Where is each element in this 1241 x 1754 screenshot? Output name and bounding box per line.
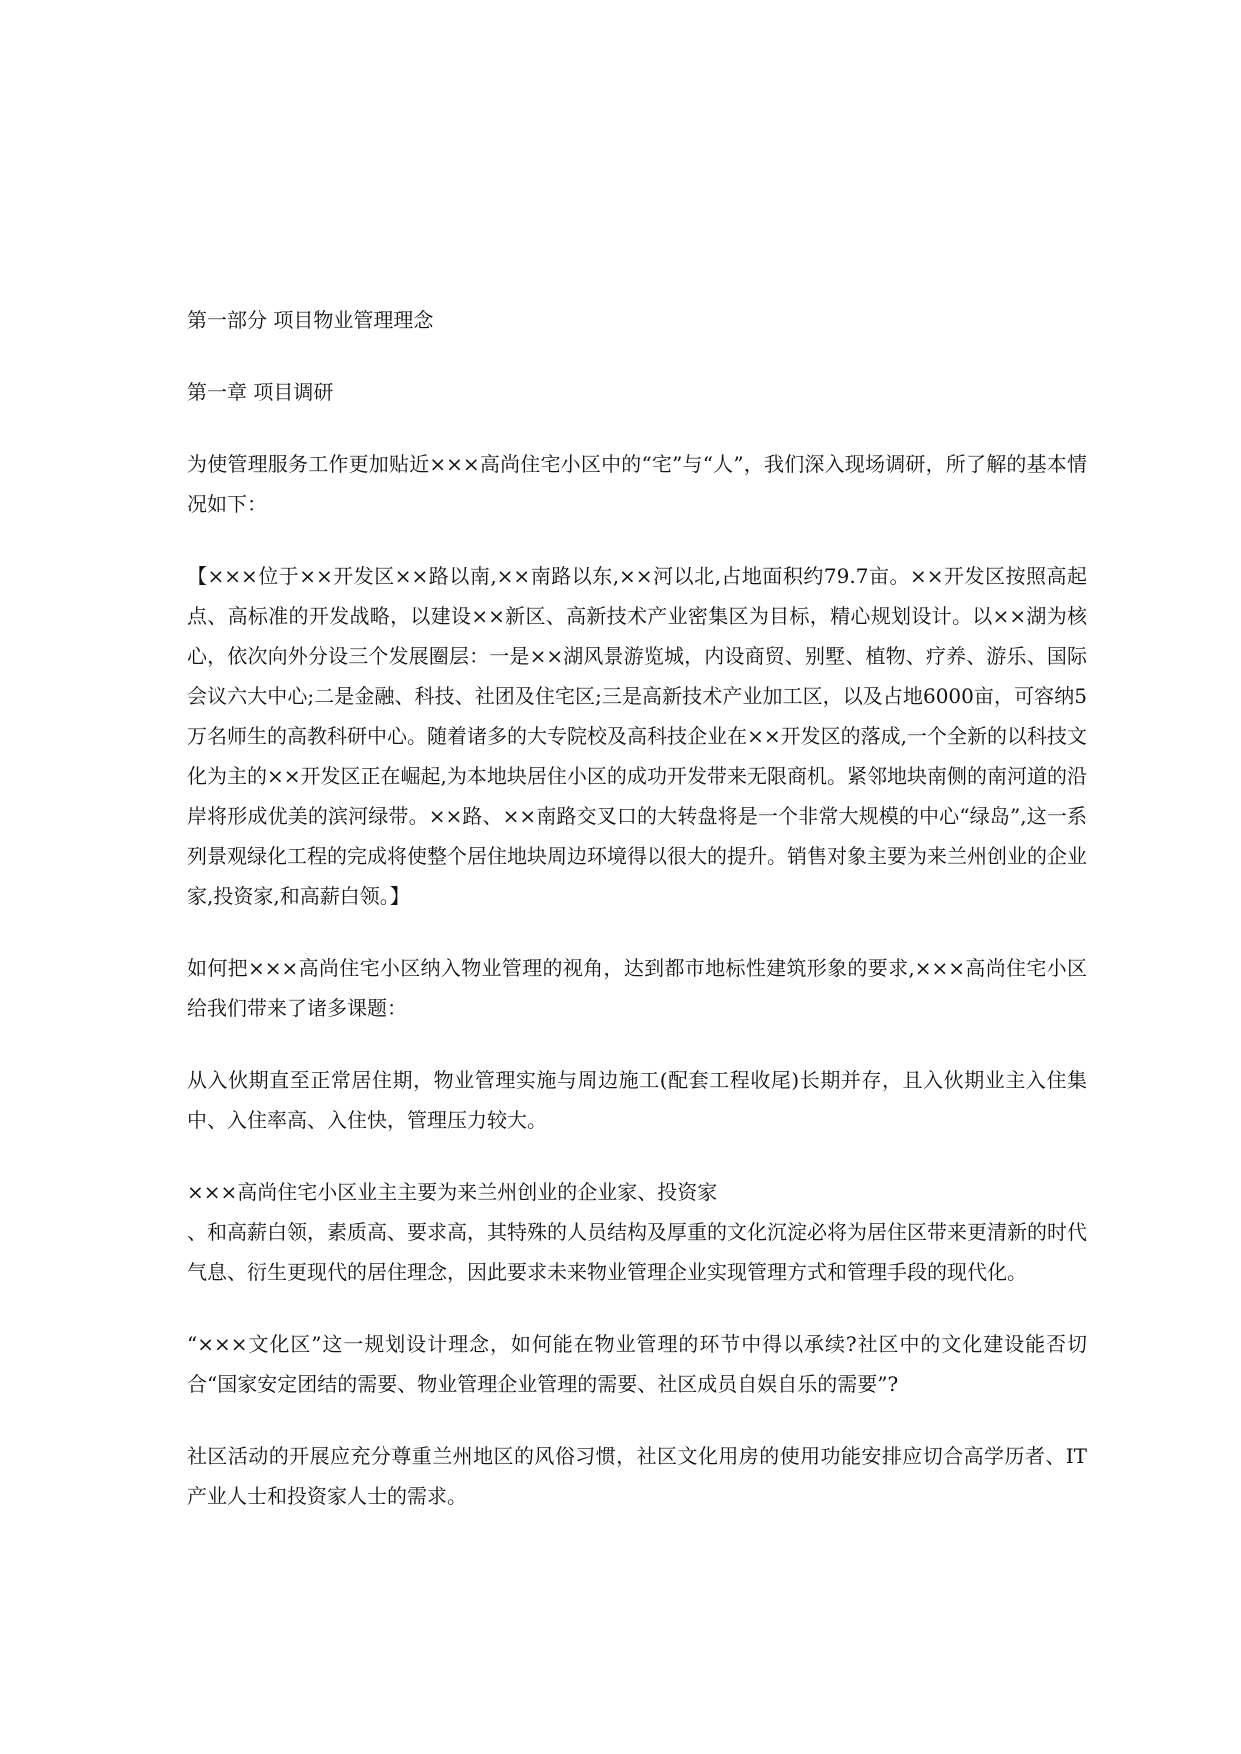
paragraph-cultural-zone: “×××文化区”这一规划设计理念，如何能在物业管理的环节中得以承续?社区中的文化建设能否切合“国家安定团结的需要、物业管理企业管理的需要、社区成员自娱自乐的需要”? — [187, 1332, 1087, 1396]
paragraph-owners-line1: ×××高尚住宅小区业主主要为来兰州创业的企业家、投资家 — [187, 1180, 718, 1204]
part-title: 第一部分 项目物业管理理念 — [187, 308, 434, 332]
paragraph-site-overview: 【×××位于××开发区××路以南,××南路以东,××河以北,占地面积约79.7亩。××开发区按照高起点、高标准的开发战略，以建设××新区、高新技术产业密集区为目标，精心规划设计。以××湖为核心，依次向外分设三个发展圈层：一是××湖风景游览城，内设商贸、别墅、植物、疗养、游乐、国际会议六大中心;二是金融、科技、社团及住宅区;三是高新技术产业加工区，以及占地6000亩，可容纳5万名师生的高教科研中心。随着诸多的大专院校及高科技企业在××开发区的落成,一个全新的以科技文化为主的××开发区正在崛起,为本地块居住小区的成功开发带来无限商机。紧邻地块南侧的南河道的沿岸将形成优美的滨河绿带。××路、××南路交叉口的大转盘将是一个非常大规模的中心“绿岛”,这一系列景观绿化工程的完成将使整个居住地块周边环境得以很大的提升。销售对象主要为来兰州创业的企业家,投资家,和高薪白领。】 — [187, 564, 1087, 908]
paragraph-community-activities: 社区活动的开展应充分尊重兰州地区的风俗习惯，社区文化用房的使用功能安排应切合高学历者、IT产业人士和投资家人士的需求。 — [187, 1444, 1087, 1508]
chapter-title: 第一章 项目调研 — [187, 380, 334, 404]
paragraph-management-topics: 如何把×××高尚住宅小区纳入物业管理的视角，达到都市地标性建筑形象的要求,×××高尚住宅小区给我们带来了诸多课题： — [187, 956, 1087, 1020]
paragraph-intro: 为使管理服务工作更加贴近×××高尚住宅小区中的“宅”与“人”，我们深入现场调研，所了解的基本情况如下： — [187, 452, 1087, 516]
document-page — [187, 300, 1087, 1548]
paragraph-owners-line2: 、和高薪白领，素质高、要求高，其特殊的人员结构及厚重的文化沉淀必将为居住区带来更清新的时代气息、衍生更现代的居住理念，因此要求未来物业管理企业实现管理方式和管理手段的现代化。 — [187, 1220, 1087, 1284]
paragraph-occupancy-period: 从入伙期直至正常居住期，物业管理实施与周边施工(配套工程收尾)长期并存，且入伙期业主入住集中、入住率高、入住快，管理压力较大。 — [187, 1068, 1087, 1132]
